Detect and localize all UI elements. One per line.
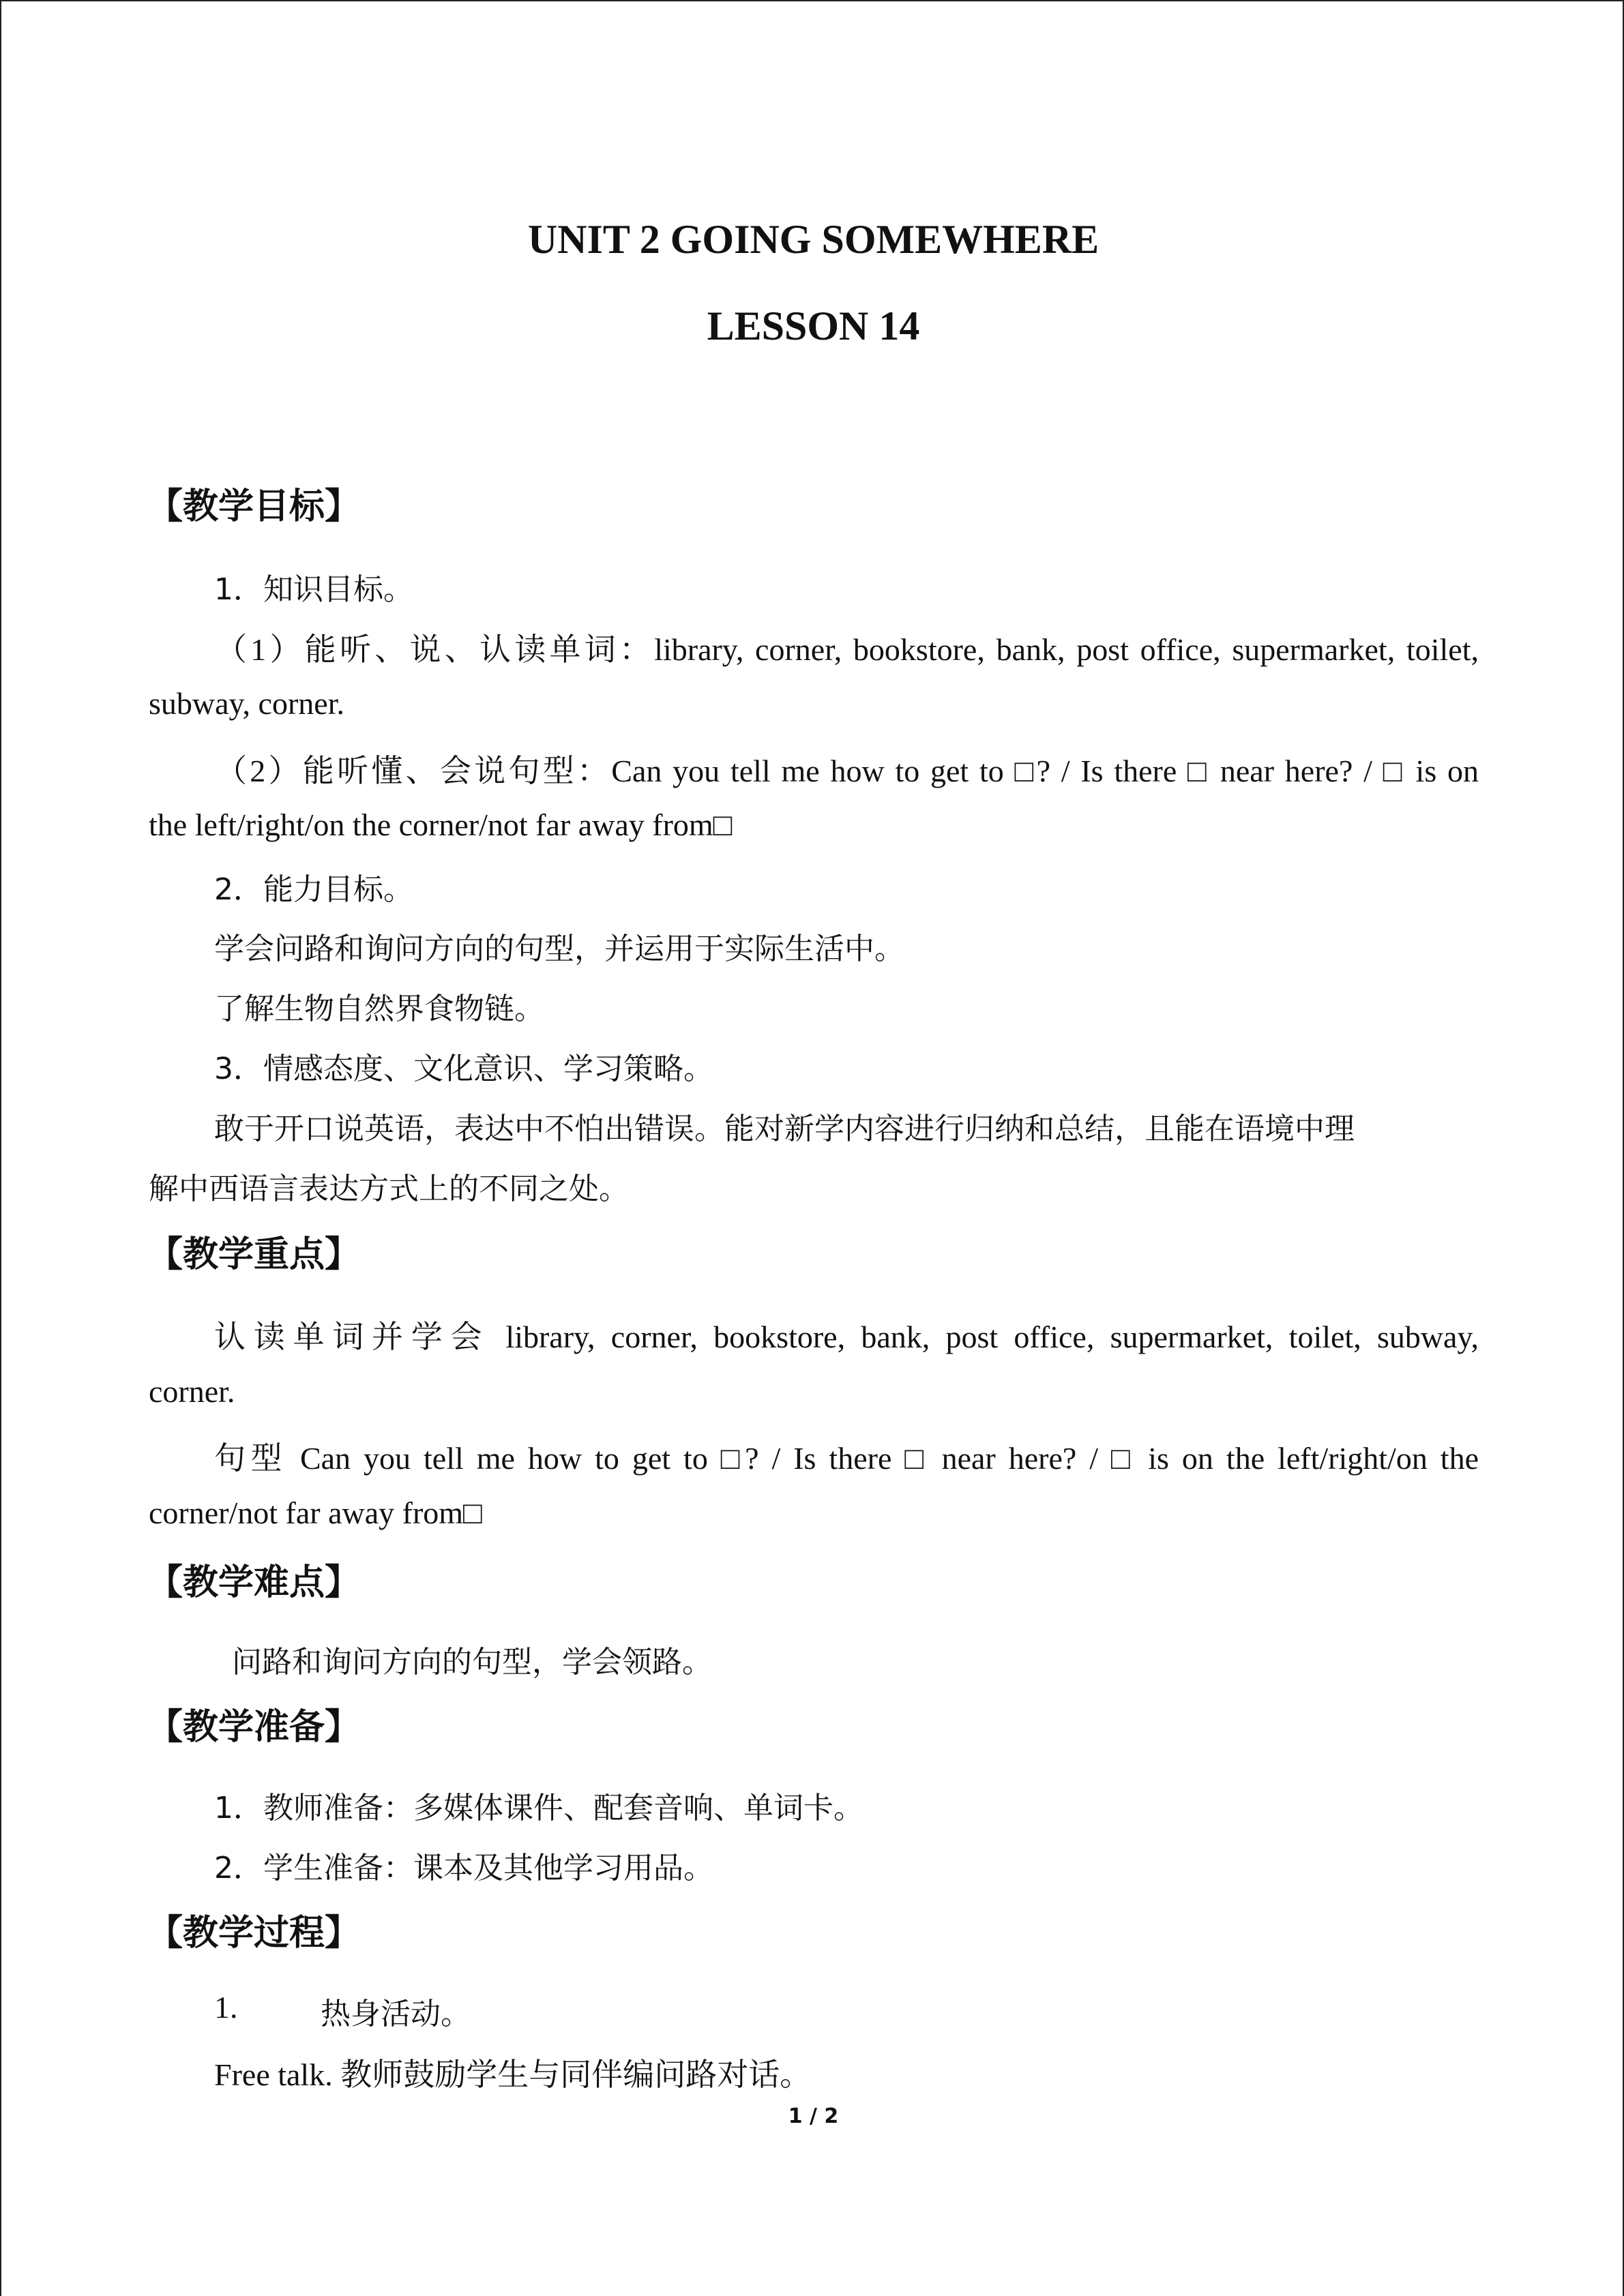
preparation-item-2: 2．学生准备：课本及其他学习用品。 — [214, 1851, 713, 1885]
process-item-1-text: Free talk. 教师鼓励学生与同伴编问路对话。 — [214, 2057, 812, 2092]
key-points-text-2: 句型 Can you tell me how to get to □? / Is there □ near here? / □ is on the left/right/on the — [214, 1441, 1479, 1476]
objective-item-2: 2．能力目标。 — [214, 872, 413, 907]
doc-title: UNIT 2 GOING SOMEWHERE — [527, 217, 1099, 262]
objective-item-1: 1．知识目标。 — [214, 572, 413, 607]
preparation-item-1: 1．教师准备：多媒体课件、配套音响、单词卡。 — [214, 1791, 863, 1825]
objective-item-3-text-cont: 解中西语言表达方式上的不同之处。 — [149, 1172, 629, 1206]
objective-item-1-sub-2: （2）能听懂、会说句型：Can you tell me how to get to □? / Is there □ near here? / □ is on — [216, 754, 1479, 788]
key-points-text-2-cont: corner/not far away from□ — [149, 1495, 482, 1530]
key-points-text-1-cont: corner. — [149, 1374, 235, 1409]
objective-item-1-sub-1: （1）能听、说、认读单词：library, corner, bookstore, bank, post office, supermarket, toilet, — [216, 632, 1479, 667]
section-heading-process: 【教学过程】 — [147, 1913, 361, 1954]
page-number: 1 / 2 — [788, 2104, 839, 2128]
section-heading-key-points: 【教学重点】 — [147, 1234, 361, 1275]
objective-item-1-sub-2-cont: the left/right/on the corner/not far away from□ — [149, 807, 733, 842]
lesson-title: LESSON 14 — [707, 303, 920, 348]
section-heading-preparation: 【教学准备】 — [147, 1707, 361, 1748]
process-item-1-title: 热身活动。 — [321, 1997, 471, 2031]
objective-item-2-text-1: 学会问路和询问方向的句型，并运用于实际生活中。 — [214, 931, 904, 966]
section-heading-difficulties: 【教学难点】 — [147, 1562, 361, 1603]
key-points-text-1: 认读单词并学会 library, corner, bookstore, bank, post office, supermarket, toilet, subway, — [214, 1320, 1479, 1354]
objective-item-3: 3．情感态度、文化意识、学习策略。 — [214, 1052, 713, 1086]
difficulties-text: 问路和询问方向的句型，学会领路。 — [232, 1645, 712, 1680]
process-item-1-number: 1. — [214, 1990, 238, 2025]
objective-item-3-text: 敢于开口说英语，表达中不怕出错误。能对新学内容进行归纳和总结，且能在语境中理 — [214, 1112, 1355, 1146]
section-heading-objectives: 【教学目标】 — [147, 486, 361, 527]
objective-item-2-text-2: 了解生物自然界食物链。 — [214, 992, 544, 1026]
objective-item-1-sub-1-cont: subway, corner. — [149, 686, 344, 721]
